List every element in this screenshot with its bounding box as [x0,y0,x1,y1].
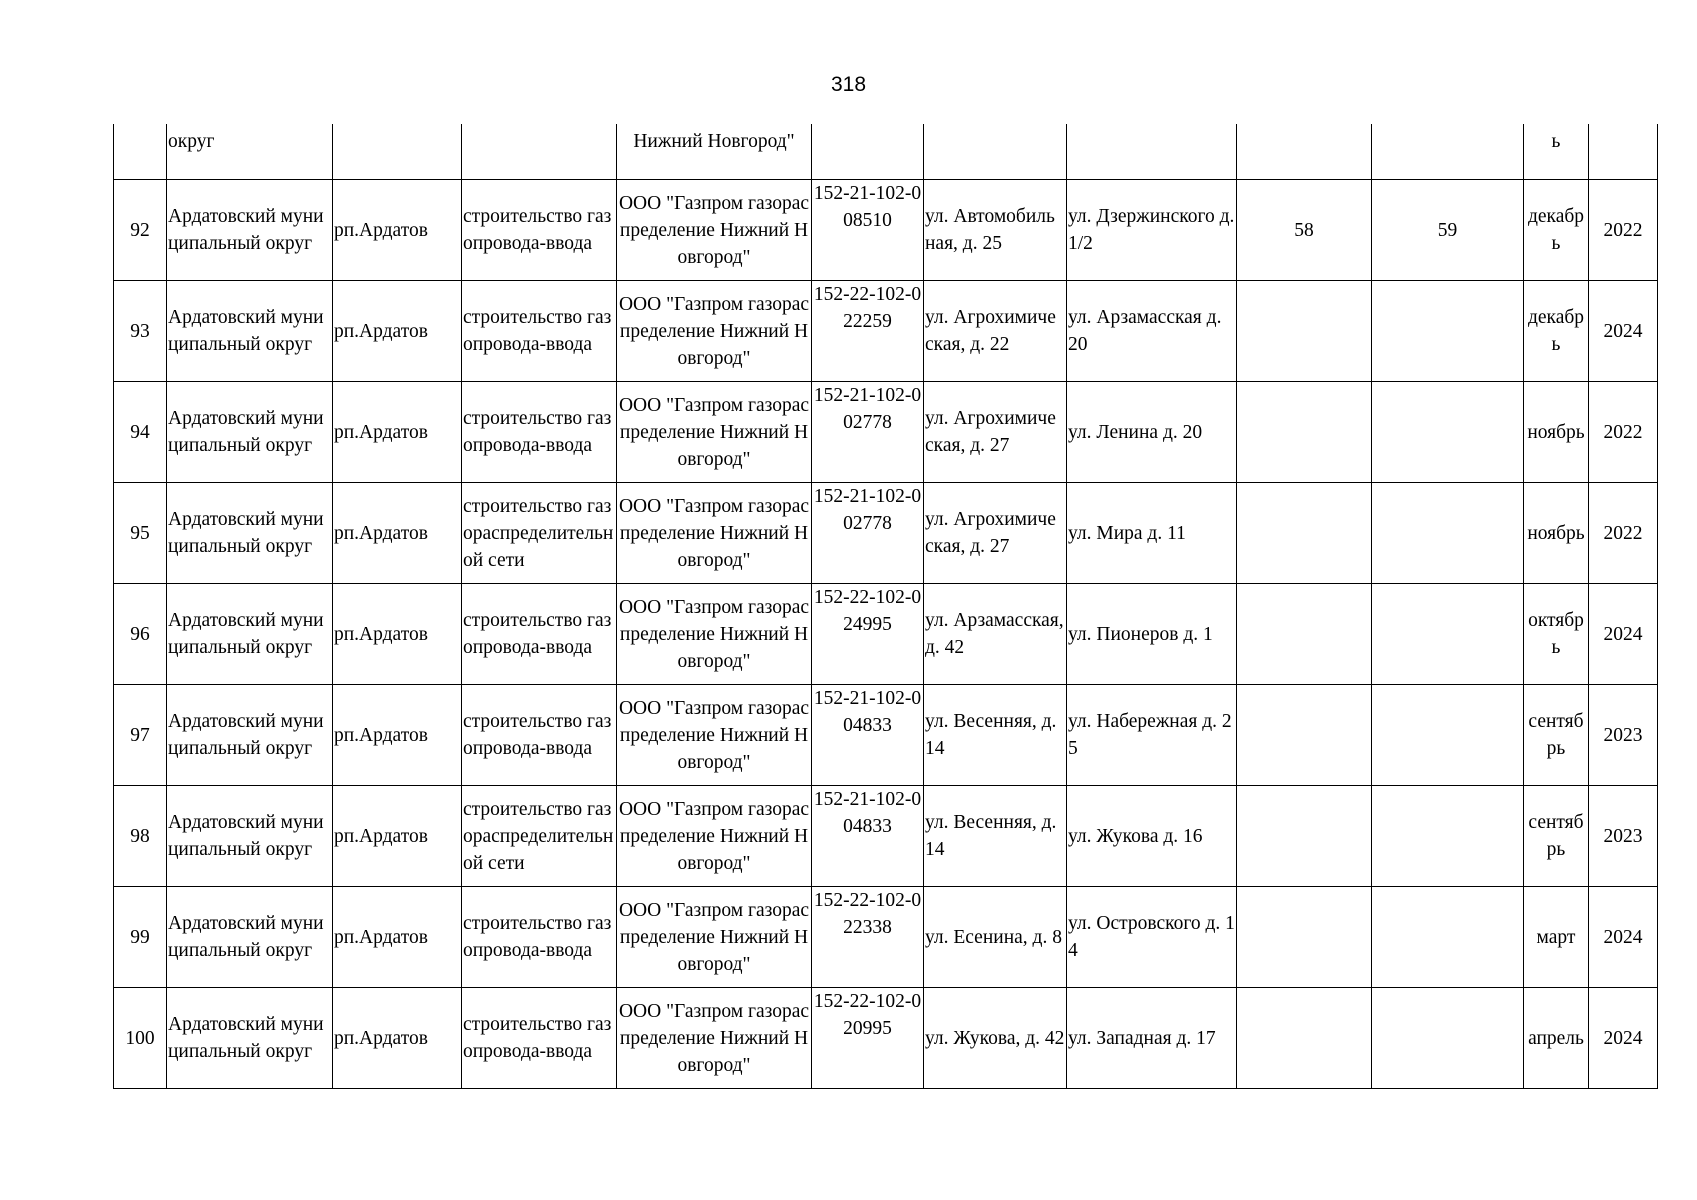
cell-settlement: рп.Ардатов [333,988,462,1089]
cell-from-address: ул. Агрохимическая, д. 22 [924,281,1067,382]
cell-year: 2023 [1589,786,1658,887]
cell-organization: ООО "Газпром газораспределение Нижний Новгород" [617,281,812,382]
cell-district: Ардатовский муниципальный округ [167,988,333,1089]
table-row [114,483,1658,584]
gas-pipeline-table [113,124,1658,1089]
cell-code: 152-21-102-002778 [812,382,924,483]
cell-to-address: ул. Пионеров д. 1 [1067,584,1237,685]
cell-year: 2024 [1589,988,1658,1089]
cell-year: 2024 [1589,281,1658,382]
cell-value1 [1237,281,1372,382]
cell-value2 [1372,786,1524,887]
cell-month: декабрь [1524,281,1589,382]
cell-work: строительство газопровода-ввода [462,988,617,1089]
cell-settlement: рп.Ардатов [333,382,462,483]
cell-work: строительство газопровода-ввода [462,180,617,281]
cell-year: 2022 [1589,180,1658,281]
cell-year: 2024 [1589,887,1658,988]
cell-district: Ардатовский муниципальный округ [167,281,333,382]
cell-num: 96 [114,584,167,685]
cell-work: строительство газораспределительной сети [462,483,617,584]
cell-year [1589,124,1658,180]
cell-district: Ардатовский муниципальный округ [167,483,333,584]
cell-to-address: ул. Островского д. 14 [1067,887,1237,988]
cell-settlement: рп.Ардатов [333,180,462,281]
cell-organization: ООО "Газпром газораспределение Нижний Новгород" [617,483,812,584]
cell-settlement: рп.Ардатов [333,685,462,786]
cell-value1: 58 [1237,180,1372,281]
cell-to-address: ул. Набережная д. 25 [1067,685,1237,786]
cell-from-address: ул. Есенина, д. 8 [924,887,1067,988]
cell-to-address: ул. Ленина д. 20 [1067,382,1237,483]
cell-value2 [1372,685,1524,786]
cell-from-address: ул. Жукова, д. 42 [924,988,1067,1089]
cell-value1 [1237,786,1372,887]
cell-num: 95 [114,483,167,584]
cell-num: 98 [114,786,167,887]
cell-year: 2022 [1589,382,1658,483]
cell-work: строительство газопровода-ввода [462,382,617,483]
cell-value1 [1237,382,1372,483]
cell-work: строительство газопровода-ввода [462,584,617,685]
cell-organization: ООО "Газпром газораспределение Нижний Новгород" [617,786,812,887]
table-row [114,988,1658,1089]
cell-from-address: ул. Весенняя, д. 14 [924,786,1067,887]
cell-value2 [1372,382,1524,483]
cell-settlement: рп.Ардатов [333,483,462,584]
cell-year: 2023 [1589,685,1658,786]
cell-num [114,124,167,180]
table-row [114,887,1658,988]
cell-settlement: рп.Ардатов [333,584,462,685]
cell-district: Ардатовский муниципальный округ [167,584,333,685]
cell-to-address: ул. Дзержинского д. 1/2 [1067,180,1237,281]
cell-num: 97 [114,685,167,786]
cell-to-address: ул. Западная д. 17 [1067,988,1237,1089]
cell-month: ноябрь [1524,483,1589,584]
cell-organization: ООО "Газпром газораспределение Нижний Новгород" [617,584,812,685]
cell-organization: ООО "Газпром газораспределение Нижний Новгород" [617,685,812,786]
cell-month: март [1524,887,1589,988]
cell-work: строительство газопровода-ввода [462,281,617,382]
cell-code: 152-21-102-004833 [812,786,924,887]
table-row [114,584,1658,685]
cell-from-address: ул. Агрохимическая, д. 27 [924,382,1067,483]
cell-organization: ООО "Газпром газораспределение Нижний Новгород" [617,988,812,1089]
cell-value1 [1237,685,1372,786]
cell-district: Ардатовский муниципальный округ [167,180,333,281]
cell-from-address: ул. Арзамасская, д. 42 [924,584,1067,685]
cell-settlement: рп.Ардатов [333,887,462,988]
cell-district: Ардатовский муниципальный округ [167,685,333,786]
cell-organization: ООО "Газпром газораспределение Нижний Новгород" [617,887,812,988]
cell-value1 [1237,988,1372,1089]
table-row-continuation [114,124,1658,180]
cell-settlement: рп.Ардатов [333,281,462,382]
cell-to-address [1067,124,1237,180]
cell-num: 93 [114,281,167,382]
cell-organization: ООО "Газпром газораспределение Нижний Новгород" [617,382,812,483]
cell-month: ноябрь [1524,382,1589,483]
cell-district: Ардатовский муниципальный округ [167,887,333,988]
cell-from-address: ул. Автомобильная, д. 25 [924,180,1067,281]
cell-work: строительство газораспределительной сети [462,786,617,887]
cell-month: сентябрь [1524,685,1589,786]
cell-settlement: рп.Ардатов [333,786,462,887]
cell-value1 [1237,483,1372,584]
cell-num: 100 [114,988,167,1089]
cell-organization: ООО "Газпром газораспределение Нижний Новгород" [617,180,812,281]
cell-num: 92 [114,180,167,281]
cell-month: сентябрь [1524,786,1589,887]
cell-value2 [1372,483,1524,584]
cell-code: 152-21-102-008510 [812,180,924,281]
cell-work [462,124,617,180]
cell-work: строительство газопровода-ввода [462,685,617,786]
cell-from-address: ул. Весенняя, д. 14 [924,685,1067,786]
cell-value2 [1372,124,1524,180]
cell-organization: Нижний Новгород" [617,124,812,180]
cell-from-address: ул. Агрохимическая, д. 27 [924,483,1067,584]
cell-code: 152-22-102-020995 [812,988,924,1089]
table-row [114,180,1658,281]
cell-year: 2022 [1589,483,1658,584]
cell-month: ь [1524,124,1589,180]
cell-month: октябрь [1524,584,1589,685]
cell-value2 [1372,887,1524,988]
cell-value1 [1237,124,1372,180]
table-row [114,786,1658,887]
cell-month: декабрь [1524,180,1589,281]
cell-num: 94 [114,382,167,483]
cell-value2 [1372,584,1524,685]
cell-to-address: ул. Мира д. 11 [1067,483,1237,584]
cell-value1 [1237,887,1372,988]
table-row [114,685,1658,786]
table-row [114,382,1658,483]
table-row [114,281,1658,382]
cell-code [812,124,924,180]
cell-code: 152-22-102-024995 [812,584,924,685]
cell-code: 152-21-102-004833 [812,685,924,786]
cell-settlement [333,124,462,180]
page-number: 318 [830,73,867,96]
cell-work: строительство газопровода-ввода [462,887,617,988]
cell-year: 2024 [1589,584,1658,685]
cell-month: апрель [1524,988,1589,1089]
cell-to-address: ул. Арзамасская д. 20 [1067,281,1237,382]
cell-value1 [1237,584,1372,685]
cell-value2 [1372,281,1524,382]
cell-district: Ардатовский муниципальный округ [167,382,333,483]
cell-district: округ [167,124,333,180]
cell-num: 99 [114,887,167,988]
table-body [114,124,1658,1089]
cell-code: 152-22-102-022259 [812,281,924,382]
cell-code: 152-22-102-022338 [812,887,924,988]
cell-to-address: ул. Жукова д. 16 [1067,786,1237,887]
cell-value2: 59 [1372,180,1524,281]
cell-value2 [1372,988,1524,1089]
cell-from-address [924,124,1067,180]
cell-code: 152-21-102-002778 [812,483,924,584]
cell-district: Ардатовский муниципальный округ [167,786,333,887]
